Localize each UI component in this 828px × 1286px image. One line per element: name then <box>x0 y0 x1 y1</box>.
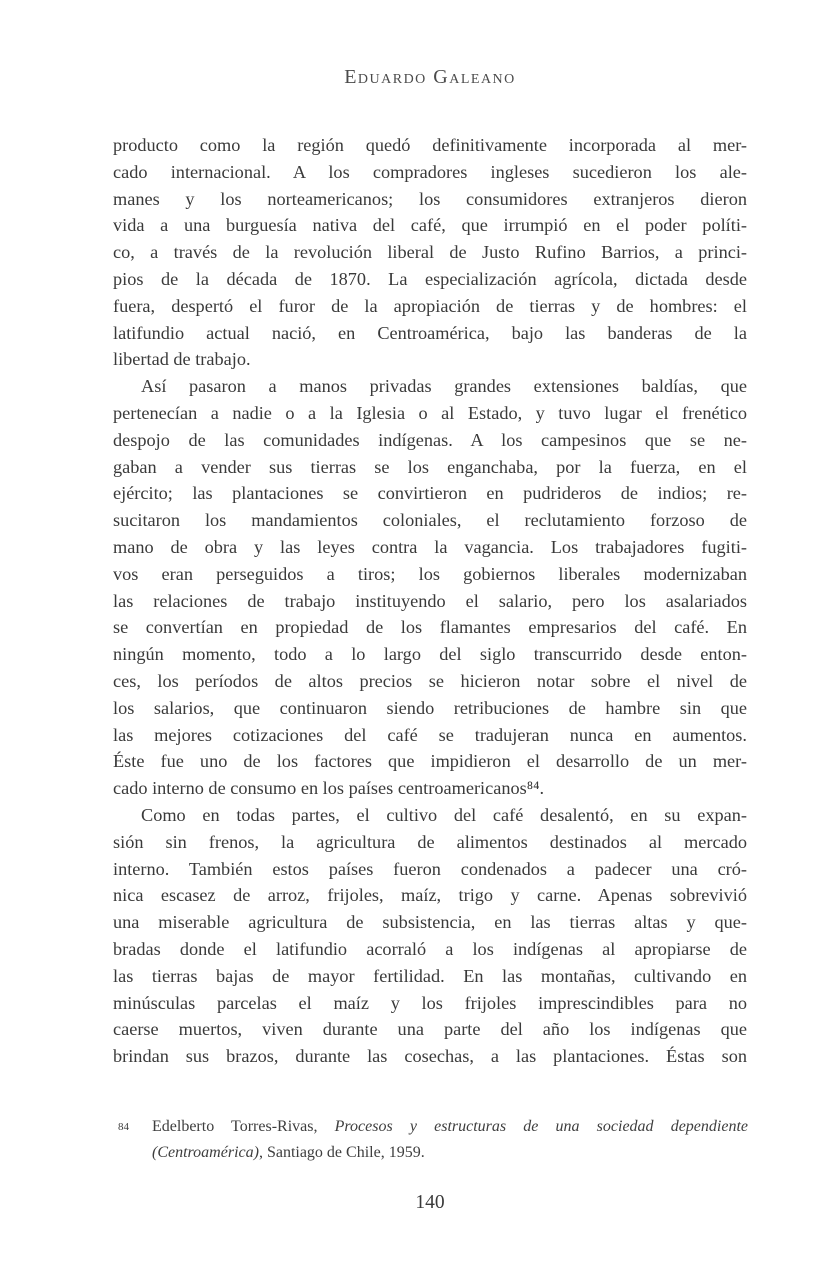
text-line: cado internacional. A los compradores ingleses sucedieron los ale- <box>113 161 747 182</box>
text-line: interno. También estos países fueron condenados a padecer una cró- <box>113 858 747 879</box>
text-line: despojo de las comunidades indígenas. A los campesinos que se ne- <box>113 429 747 450</box>
text-line: brindan sus brazos, durante las cosechas, a las plantaciones. Éstas son <box>113 1046 747 1067</box>
text-line: las mejores cotizaciones del café se tradujeran nunca en aumentos. <box>113 724 747 745</box>
text-line: una miserable agricultura de subsistencia, en las tierras altas y que- <box>113 912 747 933</box>
text-line: nica escasez de arroz, frijoles, maíz, trigo y carne. Apenas sobrevivió <box>113 885 747 906</box>
text-line: ejército; las plantaciones se convirtieron en pudrideros de indios; re- <box>113 483 747 504</box>
text-line: ces, los períodos de altos precios se hicieron notar sobre el nivel de <box>113 670 747 691</box>
text-line: vida a una burguesía nativa del café, que irrumpió en el poder políti- <box>113 215 747 236</box>
text-line: ningún momento, todo a lo largo del siglo transcurrido desde enton- <box>113 644 747 665</box>
text-line: manes y los norteamericanos; los consumidores extranjeros dieron <box>113 188 747 209</box>
text-line: fuera, despertó el furor de la apropiación de tierras y de hombres: el <box>113 295 747 316</box>
text-line: co, a través de la revolución liberal de Justo Rufino Barrios, a princi- <box>113 242 747 263</box>
text-line: sión sin frenos, la agricultura de alimentos destinados al mercado <box>113 831 747 852</box>
running-header: Eduardo Galeano <box>344 66 516 88</box>
text-line: Así pasaron a manos privadas grandes extensiones baldías, que <box>141 376 747 397</box>
footnote-title-italic: Procesos y estructuras de una sociedad dependiente <box>334 1118 749 1135</box>
text-line: los salarios, que continuaron siendo retribuciones de hambre sin que <box>113 697 747 718</box>
body-text <box>113 132 747 1070</box>
text-line: gaban a vender sus tierras se los enganchaba, por la fuerza, en el <box>113 456 747 477</box>
footnote-publication: , Santiago de Chile, 1959. <box>258 1143 425 1161</box>
page-number: 140 <box>415 1192 445 1213</box>
footnote-marker: 84 <box>118 1121 129 1133</box>
text-line: las relaciones de trabajo instituyendo el salario, pero los asalariados <box>113 590 747 611</box>
text-line: caerse muertos, viven durante una parte del año los indígenas que <box>113 1019 747 1040</box>
text-line: latifundio actual nació, en Centroamérica, bajo las banderas de la <box>113 322 747 343</box>
footnote-title-italic-2: (Centroamérica) <box>152 1143 259 1161</box>
text-line: se convertían en propiedad de los flamantes empresarios del café. En <box>113 617 747 638</box>
text-line: vos eran perseguidos a tiros; los gobiernos liberales modernizaban <box>113 563 747 584</box>
text-line: cado interno de consumo en los países centroamericanos⁸⁴. <box>113 778 545 799</box>
text-line: mano de obra y las leyes contra la vagancia. Los trabajadores fugiti- <box>113 536 747 557</box>
text-line: pios de la década de 1870. La especialización agrícola, dictada desde <box>113 268 747 289</box>
text-line: sucitaron los mandamientos coloniales, el reclutamiento forzoso de <box>113 510 747 531</box>
text-line: las tierras bajas de mayor fertilidad. En las montañas, cultivando en <box>113 965 747 986</box>
footnote-author: Edelberto Torres-Rivas, <box>152 1118 335 1135</box>
text-line: minúsculas parcelas el maíz y los frijoles imprescindibles para no <box>113 992 747 1013</box>
footnote <box>118 1114 748 1165</box>
text-line: libertad de trabajo. <box>113 349 251 370</box>
text-line: bradas donde el latifundio acorraló a los indígenas al apropiarse de <box>113 938 747 959</box>
text-line: pertenecían a nadie o a la Iglesia o al Estado, y tuvo lugar el frenético <box>113 402 747 423</box>
footnote-line <box>152 1114 748 1140</box>
text-line: Como en todas partes, el cultivo del café desalentó, en su expan- <box>141 804 747 825</box>
text-line: producto como la región quedó definitivamente incorporada al mer- <box>113 135 747 155</box>
footnote-line <box>152 1140 748 1166</box>
footnote-text <box>152 1114 748 1165</box>
text-line: Éste fue uno de los factores que impidieron el desarrollo de un mer- <box>113 751 747 772</box>
